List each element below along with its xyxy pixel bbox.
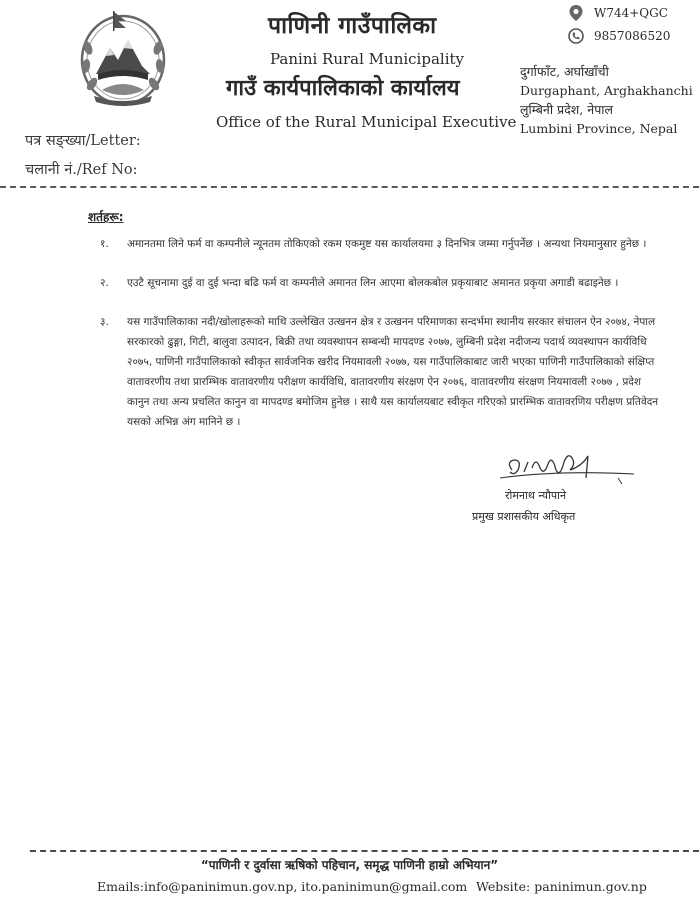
plus-code: W744+QGC xyxy=(594,6,668,20)
plus-code-row xyxy=(568,4,668,22)
municipality-name-english: Panini Rural Municipality xyxy=(270,50,464,68)
municipality-name-nepali: पाणिनी गाउँपालिका xyxy=(268,12,437,39)
phone-row xyxy=(568,28,670,44)
phone-icon xyxy=(568,28,584,44)
list-item xyxy=(100,273,660,293)
term-text: अमानतमा लिने फर्म वा कम्पनीले न्यूनतम तोकिएको रकम एकमुष्ट यस कार्यालयमा ३ दिनभित्र जम्मा गर्नुपर्नेछ । अन्यथा नियमानुसार हुनेछ । xyxy=(127,238,647,250)
address-line: Lumbini Province, Nepal xyxy=(520,121,678,136)
footer-emails: Emails:info@paninimun.gov.np, ito.paninimun@gmail.com xyxy=(97,879,468,894)
list-item xyxy=(100,234,660,254)
footer-slogan: “पाणिनी र दुर्वासा ऋषिको पहिचान, समृद्ध पाणिनी हाम्रो अभियान” xyxy=(200,858,499,872)
header-divider xyxy=(0,186,699,188)
nepal-emblem-icon xyxy=(78,8,168,108)
footer-website: Website: paninimun.gov.np xyxy=(476,879,647,894)
address-line: लुम्बिनी प्रदेश, नेपाल xyxy=(520,102,614,117)
term-number: १. xyxy=(100,238,109,250)
phone-number: 9857086520 xyxy=(594,29,671,43)
term-number: २. xyxy=(100,277,109,289)
address-line: दुर्गाफाँट, अर्घाखाँची xyxy=(520,64,609,79)
letter-number-label: पत्र सङ्ख्या/Letter: xyxy=(25,133,141,149)
office-name-english: Office of the Rural Municipal Executive xyxy=(216,113,517,131)
reference-number-label: चलानी नं./Ref No: xyxy=(25,162,138,178)
address-block xyxy=(520,62,693,138)
term-text: यस गाउँपालिकाका नदी/खोलाहरूको माथि उल्लेखित उत्खनन क्षेत्र र उत्खनन परिमाणका सन्दर्भमा स्थानीय सरकार संचालन ऐन २०७४, नेपाल सरकारको ढुङ्गा, गिटी, बालुवा उत्पादन, बिक्री तथा व्यवस्थापन सम्बन्धी मापदण्ड २०७७, लुम्बिनी प्रदेश नदीजन्य पदार्थ व्यवस्थापन कार्यविधि २०७५, पाणिनी गाउँपालिकाको स्वीकृत सार्वजनिक खरीद नियमावली २०७७, यस गाउँपालिकाबाट जारी भएका पाणिनी गाउँपालिकाको संक्षिप्त वातावरणीय तथा प्रारम्भिक वातावरणीय परीक्षण कार्यविधि, वातावरणीय संरक्षण ऐन २०७६, वातावरणीय संरक्षण नियमावली २०७७ , प्रदेश कानुन तथा अन्य प्रचलित कानुन वा मापदण्ड बमोजिम हुनेछ । साथै यस कार्यालयबाट स्वीकृत गरिएको प्रारम्भिक वातावरणिय परीक्षण प्रतिवेदन यसको अभिन्न अंग मानिने छ । xyxy=(127,316,659,428)
term-text: एउटै सूचनामा दुई वा दुई भन्दा बढि फर्म वा कम्पनीले अमानत लिन आएमा बोलकबोल प्रकृयाबाट अमानत प्रकृया अगाडी बढाइनेछ । xyxy=(127,277,619,289)
office-name-nepali: गाउँ कार्यपालिकाको कार्यालय xyxy=(226,75,460,101)
signer-name: रोमनाथ न्यौपाने xyxy=(505,489,567,502)
address-line: Durgaphant, Arghakhanchi xyxy=(520,83,693,98)
term-number: ३. xyxy=(100,316,109,328)
location-pin-icon xyxy=(568,4,584,22)
signer-title: प्रमुख प्रशासकीय अधिकृत xyxy=(472,510,576,523)
terms-heading: शर्तहरू: xyxy=(88,210,124,224)
list-item xyxy=(100,312,660,432)
footer-divider xyxy=(30,850,699,852)
